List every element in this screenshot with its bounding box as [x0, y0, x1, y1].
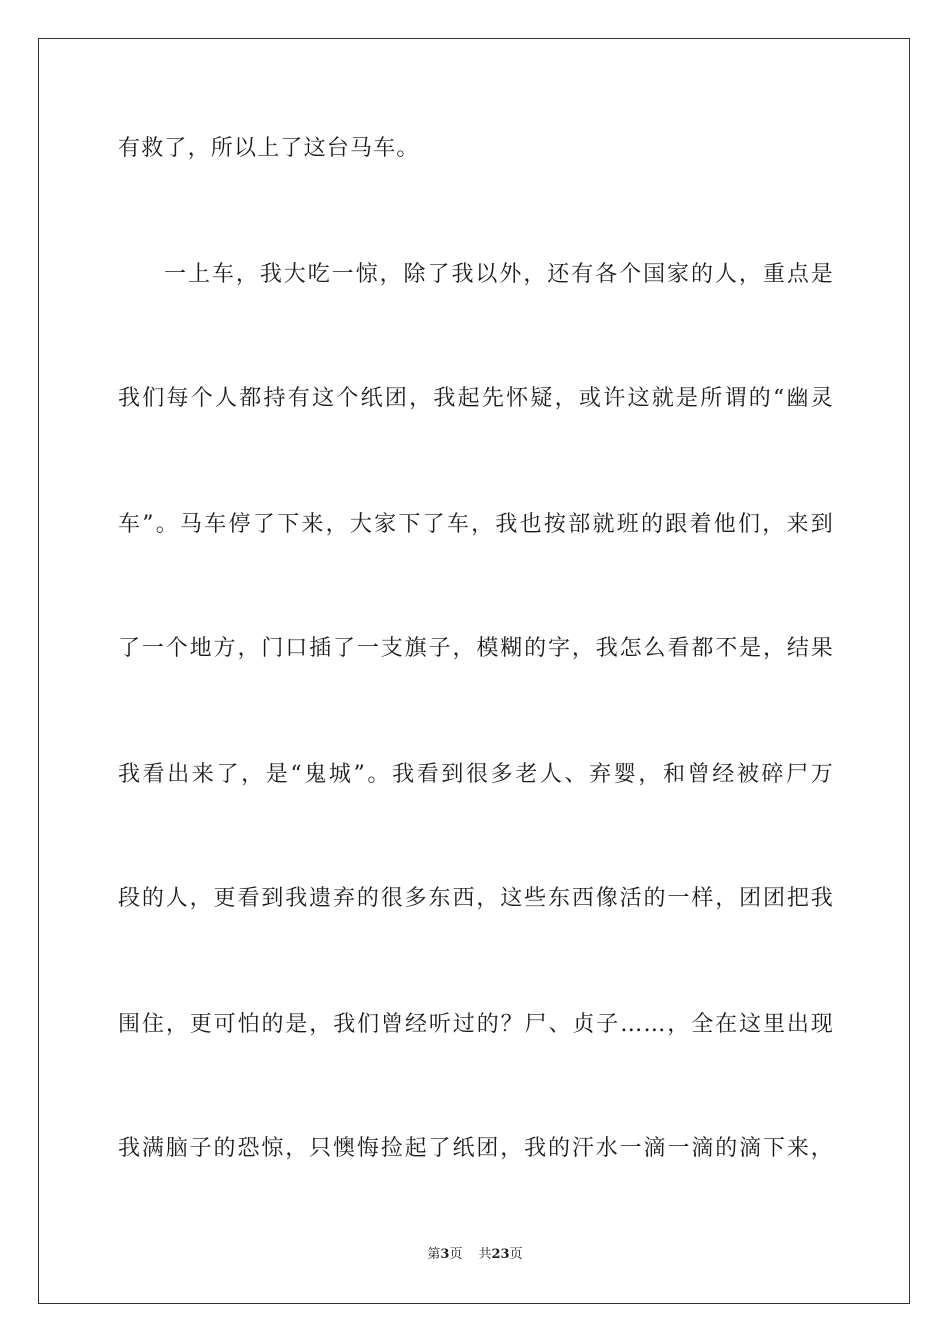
text-line-8: 围住，更可怕的是，我们曾经听过的？尸、贞子……，全在这里出现	[118, 1012, 834, 1037]
text-line-2: 一上车，我大吃一惊，除了我以外，还有各个国家的人，重点是	[164, 262, 834, 287]
text-line-3: 我们每个人都持有这个纸团，我起先怀疑，或许这就是所谓的“幽灵	[118, 386, 834, 411]
text-line-1: 有救了，所以上了这台马车。	[118, 136, 420, 161]
page-border	[38, 38, 910, 1304]
text-line-6: 我看出来了，是“鬼城”。我看到很多老人、弃婴，和曾经被碎尸万	[118, 762, 834, 787]
text-line-9: 我满脑子的恐惊，只懊悔捡起了纸团，我的汗水一滴一滴的滴下来，	[118, 1136, 834, 1161]
text-line-7: 段的人，更看到我遗弃的很多东西，这些东西像活的一样，团团把我	[118, 886, 834, 911]
total-suffix: 页	[509, 1247, 523, 1262]
page-suffix: 页	[449, 1247, 463, 1262]
page-number: 3	[440, 1247, 450, 1262]
text-line-4: 车”。马车停了下来，大家下了车，我也按部就班的跟着他们，来到	[118, 512, 834, 537]
total-pages: 23	[491, 1247, 510, 1262]
page-footer	[0, 1246, 950, 1264]
text-line-5: 了一个地方，门口插了一支旗子，模糊的字，我怎么看都不是，结果	[118, 636, 834, 661]
page-prefix: 第	[427, 1247, 441, 1262]
total-prefix: 共	[478, 1247, 492, 1262]
